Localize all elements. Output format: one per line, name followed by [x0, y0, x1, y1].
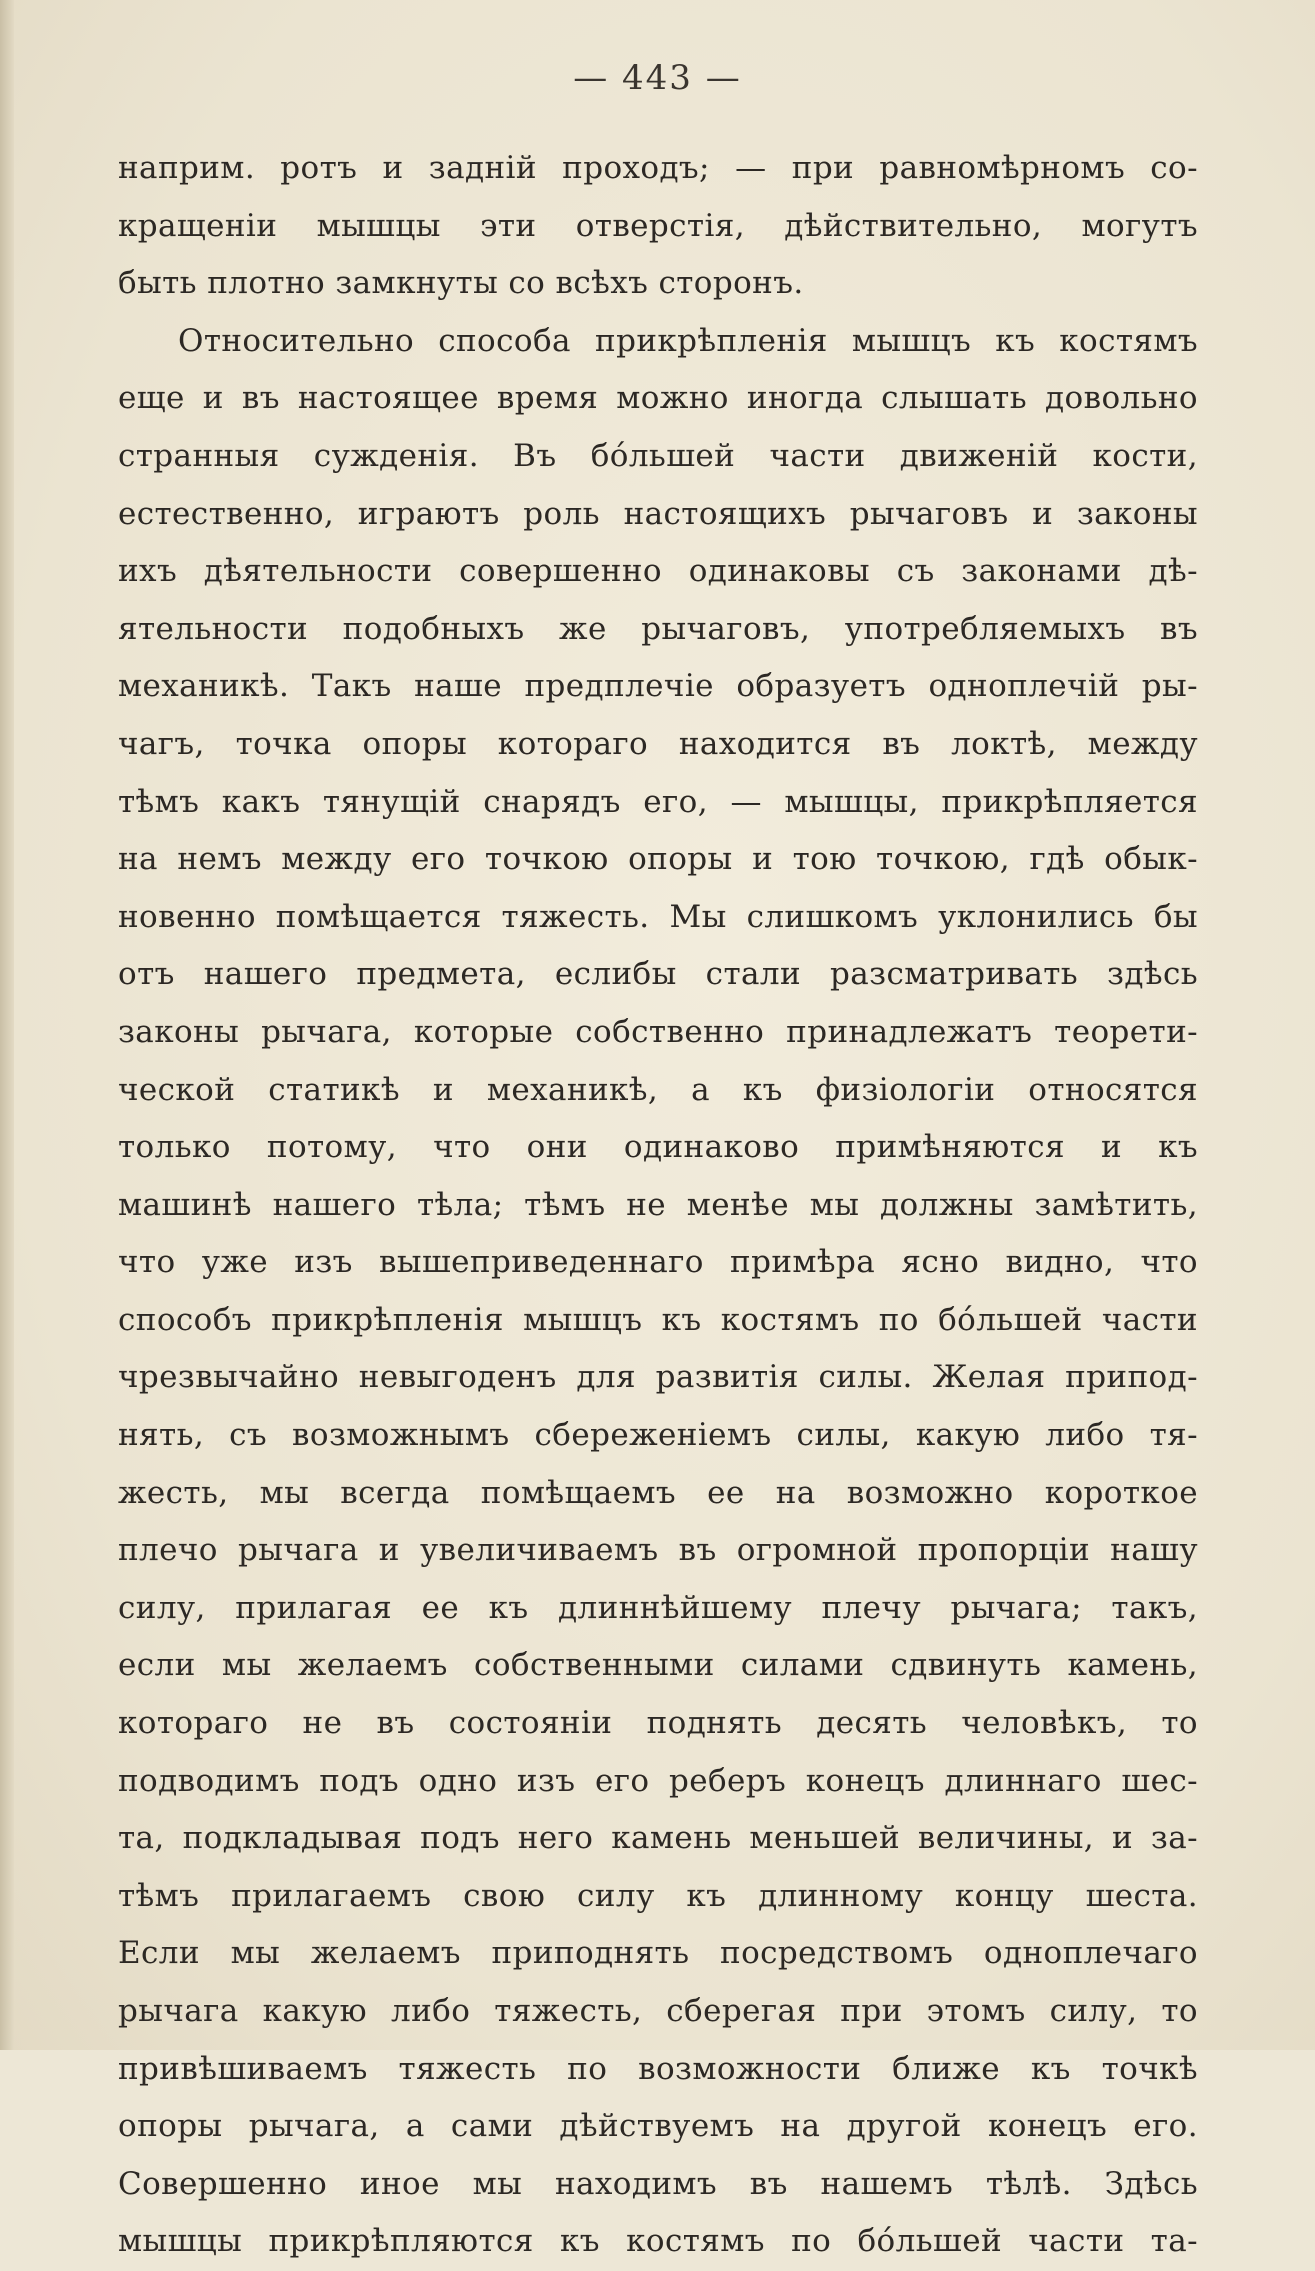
text-line: способъ прикрѣпленiя мышцъ къ костямъ по бо́льшей части [118, 1301, 1198, 1338]
text-line: чагъ, точка опоры котораго находится въ локтѣ, между [118, 725, 1198, 762]
text-line: быть плотно замкнуты со всѣхъ сторонъ. [118, 265, 804, 302]
text-line: рычага какую либо тяжесть, сберегая при этомъ силу, то [118, 1993, 1198, 2029]
text-line: Относительно способа прикрѣпленiя мышцъ къ костямъ [178, 322, 1198, 359]
text-line: та, подкладывая подъ него камень меньшей величины, и за- [118, 1820, 1198, 1857]
text-line: Совершенно иное мы находимъ въ нашемъ тѣлѣ. Здѣсь [118, 2165, 1198, 2202]
text-line: на немъ между его точкою опоры и тою точкою, гдѣ обык- [118, 841, 1198, 878]
text-line: что уже изъ вышеприведеннаго примѣра ясно видно, что [118, 1244, 1198, 1281]
text-line: странныя сужденiя. Въ бо́льшей части движенiй кости, [118, 437, 1198, 474]
text-line: машинѣ нашего тѣла; тѣмъ не менѣе мы должны замѣтить, [118, 1186, 1198, 1223]
text-line: жесть, мы всегда помѣщаемъ ее на возможно короткое [118, 1474, 1198, 1511]
text-line: если мы желаемъ собственными силами сдвинуть камень, [118, 1647, 1198, 1684]
text-line: мышцы прикрѣпляются къ костямъ по бо́льшей части та- [118, 2223, 1198, 2260]
text-line: нять, съ возможнымъ сбереженiемъ силы, какую либо тя- [118, 1417, 1198, 1454]
text-line: подводимъ подъ одно изъ его реберъ конецъ длиннаго шес- [118, 1762, 1198, 1799]
text-line: еще и въ настоящее время можно иногда слышать довольно [118, 380, 1198, 417]
text-line: естественно, играютъ роль настоящихъ рычаговъ и законы [118, 495, 1198, 532]
text-line: ческой статикѣ и механикѣ, а къ физiологiи относятся [118, 1071, 1198, 1108]
text-line: отъ нашего предмета, еслибы стали разсматривать здѣсь [118, 956, 1198, 993]
text-line: наприм. ротъ и заднiй проходъ; — при равномѣрномъ со- [118, 150, 1198, 186]
text-line: тѣмъ прилагаемъ свою силу къ длинному концу шеста. [118, 1877, 1198, 1914]
text-line: ихъ дѣятельности совершенно одинаковы съ законами дѣ- [118, 553, 1198, 590]
body-text [118, 140, 1198, 2271]
text-line: Если мы желаемъ приподнять посредствомъ одноплечаго [118, 1935, 1198, 1972]
page-binding-edge [0, 0, 14, 2050]
text-line: плечо рычага и увеличиваемъ въ огромной пропорцiи нашу [118, 1532, 1198, 1569]
text-line: кращенiи мышцы эти отверстiя, дѣйствительно, могутъ [118, 207, 1198, 244]
text-line: тѣмъ какъ тянущiй снарядъ его, — мышцы, прикрѣпляется [118, 783, 1198, 820]
text-line: новенно помѣщается тяжесть. Мы слишкомъ уклонились бы [118, 898, 1198, 935]
text-line: чрезвычайно невыгоденъ для развитiя силы. Желая припод- [118, 1359, 1198, 1396]
text-line: только потому, что они одинаково примѣняются и къ [118, 1129, 1198, 1166]
text-line: опоры рычага, а сами дѣйствуемъ на другой конецъ его. [118, 2108, 1198, 2145]
text-line: законы рычага, которые собственно принадлежатъ теорети- [118, 1013, 1198, 1050]
text-line: ятельности подобныхъ же рычаговъ, употребляемыхъ въ [118, 610, 1198, 647]
page-number: — 443 — [573, 58, 742, 98]
text-line: котораго не въ состоянiи поднять десять человѣкъ, то [118, 1705, 1198, 1742]
text-line: привѣшиваемъ тяжесть по возможности ближе къ точкѣ [118, 2050, 1198, 2087]
text-line: силу, прилагая ее къ длиннѣйшему плечу рычага; такъ, [118, 1589, 1198, 1626]
text-line: механикѣ. Такъ наше предплечiе образуетъ одноплечiй ры- [118, 668, 1198, 705]
